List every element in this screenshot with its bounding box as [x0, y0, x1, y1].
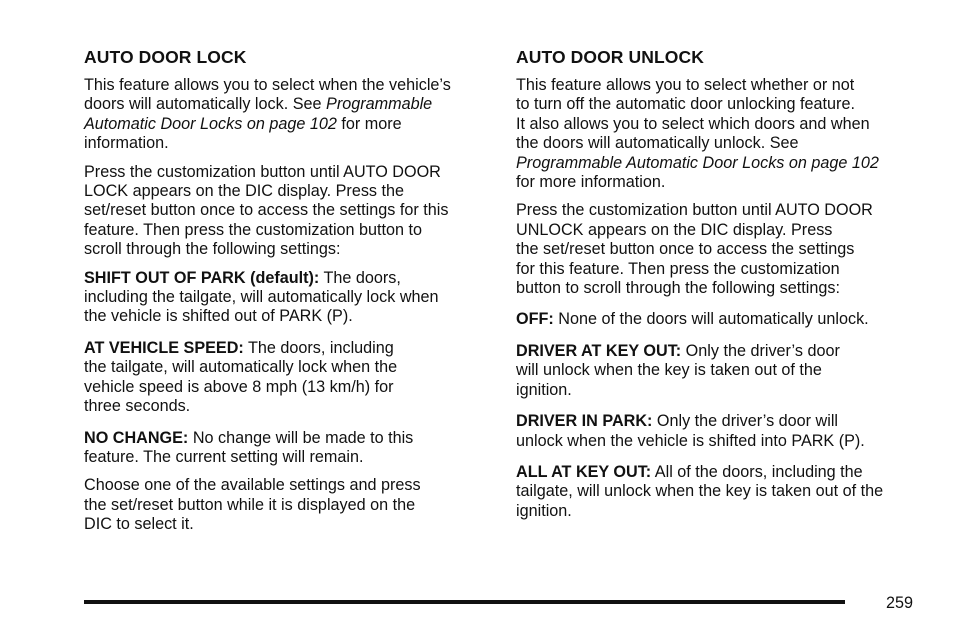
intro-paragraph — [516, 76, 928, 192]
setting-item — [516, 412, 928, 451]
cross-reference-link[interactable]: Programmable Automatic Door Locks on page 102 — [516, 153, 879, 172]
setting-description: All of the doors, including the tailgate, will unlock when the key is taken out of the ignition. — [516, 462, 884, 520]
setting-item — [84, 269, 492, 327]
left-column — [84, 46, 492, 544]
setting-term: DRIVER IN PARK: — [516, 412, 653, 431]
intro-paragraph — [84, 76, 492, 154]
setting-description: None of the doors will automatically unlock. — [553, 310, 869, 329]
section-heading-auto-door-lock: AUTO DOOR LOCK — [84, 47, 247, 67]
setting-term: AT VEHICLE SPEED: — [84, 338, 244, 357]
intro-text-end: for more information. — [84, 114, 402, 153]
setting-term: ALL AT KEY OUT: — [516, 462, 652, 481]
setting-description: No change will be made to this feature. The current setting will remain. — [84, 428, 414, 466]
setting-item — [516, 342, 928, 400]
setting-description: The doors, including the tailgate, will automatically lock when the vehicle speed is above 8 mph (13 km/h) for three seconds. — [84, 338, 398, 416]
setting-term: OFF: — [516, 310, 554, 329]
closing-paragraph: Choose one of the available settings and press the set/reset button while it is displayed on the DIC to select it. — [84, 476, 421, 534]
cross-reference-link[interactable]: Programmable Automatic Door Locks on page 102 — [84, 95, 433, 133]
setting-term: NO CHANGE: — [84, 428, 189, 447]
setting-item — [84, 339, 492, 417]
setting-description: Only the driver’s door will unlock when the vehicle is shifted into PARK (P). — [516, 412, 865, 450]
intro-text: This feature allows you to select when the vehicle’s doors will automatically lock. See — [84, 76, 451, 114]
section-heading-auto-door-unlock: AUTO DOOR UNLOCK — [516, 47, 704, 67]
setting-item — [516, 463, 928, 521]
page-number: 259 — [886, 594, 914, 612]
setting-term: SHIFT OUT OF PARK (default): — [84, 268, 320, 287]
setting-item — [516, 310, 928, 329]
intro-text: This feature allows you to select whether or not to turn off the automatic door unlocking feature. It also allows you to select which doors and when the doors will automatically unlock. See — [516, 76, 870, 153]
setting-term: DRIVER AT KEY OUT: — [516, 341, 682, 360]
instructions-paragraph: Press the customization button until AUTO DOOR LOCK appears on the DIC display. Press the set/reset button once to access the settings for this feature. Then press the customization button to scroll through the following settings: — [84, 162, 449, 259]
setting-item — [84, 429, 492, 468]
setting-description: Only the driver’s door will unlock when the key is taken out of the ignition. — [516, 341, 840, 399]
intro-text-end: for more information. — [516, 173, 666, 192]
right-column — [516, 46, 928, 530]
setting-description: The doors, including the tailgate, will automatically lock when the vehicle is shifted out of PARK (P). — [84, 268, 439, 326]
instructions-paragraph: Press the customization button until AUTO DOOR UNLOCK appears on the DIC display. Press the set/reset button once to access the settings for this feature. Then press the customization button to scroll through the following settings: — [516, 201, 873, 298]
footer-rule — [84, 600, 845, 604]
